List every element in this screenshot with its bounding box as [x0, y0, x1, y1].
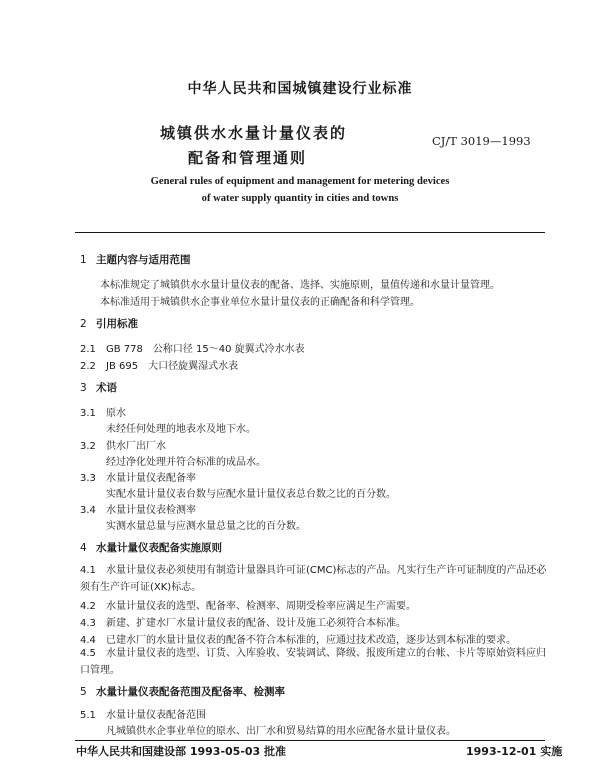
clause-text: 水量计量仪表的选型、订货、入库验收、安装调试、降级、报废所建立的台帐、卡片等原始资料应归口管理。 [80, 648, 546, 676]
top-divider [75, 232, 545, 233]
section-number: 4 [80, 542, 87, 554]
clause-4-2 [80, 597, 416, 612]
clause-4-4 [80, 631, 516, 646]
term-definition: 经过净化处理并符合标准的成品水。 [106, 457, 266, 468]
bottom-divider [75, 740, 545, 741]
term-definition: 未经任何处理的地表水及地下水。 [106, 424, 256, 435]
clause-text: GB 778 公称口径 15～40 旋翼式冷水水表 [106, 344, 305, 355]
clause-text: 水量计量仪表必须使用有制造计量器具许可证(CMC)标志的产品。凡实行生产许可证制度的产品还必须有生产许可证(XK)标志。 [80, 565, 547, 593]
term-title: 供水厂出厂水 [106, 441, 166, 452]
section-title: 水量计量仪表配备范围及配备率、检测率 [96, 686, 285, 698]
section-number: 1 [80, 254, 87, 266]
term-definition: 实测水量总量与应测水量总量之比的百分数。 [106, 521, 306, 532]
section-title: 引用标准 [96, 318, 138, 330]
clause-number: 3.1 [80, 408, 96, 419]
term-title: 水量计量仪表配备率 [106, 473, 196, 484]
clause-text: 新建、扩建水厂水量计量仪表的配备、设计及施工必须符合本标准。 [106, 618, 406, 629]
section-3-heading [80, 380, 117, 395]
clause-text: 已建水厂的水量计量仪表的配备不符合本标准的，应通过技术改造，逐步达到本标准的要求。 [106, 635, 516, 646]
approval-line: 中华人民共和国建设部 1993-05-03 批准 [76, 745, 287, 758]
title-line-2: 配备和管理通则 [188, 149, 308, 167]
paragraph: 本标准适用于城镇供水企事业单位水量计量仪表的正确配备和科学管理。 [100, 297, 420, 308]
clause-number: 3.3 [80, 473, 96, 484]
paragraph: 本标准规定了城镇供水水量计量仪表的配备、选择、实施原则，量值传递和水量计量管理。 [100, 280, 500, 291]
implementation-date: 1993-12-01 实施 [466, 745, 563, 758]
clause-number: 2.1 [80, 344, 96, 355]
term-title: 原水 [106, 408, 126, 419]
section-4-heading [80, 540, 222, 555]
clause-4-3 [80, 614, 406, 629]
section-title: 水量计量仪表配备实施原则 [96, 542, 222, 554]
standard-category-header: 中华人民共和国城镇建设行业标准 [187, 81, 413, 97]
section-title: 主题内容与适用范围 [96, 254, 191, 266]
term-definition: 实配水量计量仪表台数与应配水量计量仪表总台数之比的百分数。 [106, 489, 396, 500]
clause-5-1 [80, 706, 206, 721]
section-number: 2 [80, 318, 87, 330]
section-2-heading [80, 316, 138, 331]
clause-number: 3.2 [80, 441, 96, 452]
clause-number: 2.2 [80, 361, 96, 372]
clause-number: 5.1 [80, 710, 96, 721]
clause-title: 水量计量仪表配备范围 [106, 710, 206, 721]
clause-number: 4.5 [80, 648, 96, 659]
term-3-1 [80, 404, 126, 419]
section-number: 3 [80, 382, 87, 394]
section-1-heading [80, 252, 191, 267]
clause-text: JB 695 大口径旋翼湿式水表 [106, 361, 239, 372]
term-3-4 [80, 501, 196, 516]
clause-number: 4.2 [80, 601, 96, 612]
title-line-1: 城镇供水水量计量仪表的 [160, 124, 348, 142]
term-3-3 [80, 469, 196, 484]
clause-number: 3.4 [80, 505, 96, 516]
clause-number: 4.4 [80, 635, 96, 646]
clause-number: 4.1 [80, 565, 96, 576]
standard-code: CJ/T 3019—1993 [432, 134, 531, 148]
term-3-2 [80, 437, 166, 452]
clause-text: 水量计量仪表的选型、配备率、检测率、周期受检率应满足生产需要。 [106, 601, 416, 612]
term-title: 水量计量仪表检测率 [106, 505, 196, 516]
clause-2-2 [80, 357, 238, 372]
section-title: 术语 [96, 382, 117, 394]
clause-text: 凡城镇供水企事业单位的原水、出厂水和贸易结算的用水应配备水量计量仪表。 [106, 726, 456, 737]
section-5-heading [80, 684, 285, 699]
clause-2-1 [80, 340, 305, 355]
clause-4-1 [80, 562, 550, 596]
clause-4-5 [80, 645, 550, 679]
english-title-line-1: General rules of equipment and management for metering devices [150, 176, 450, 187]
clause-number: 4.3 [80, 618, 96, 629]
english-title-line-2: of water supply quantity in cities and towns [201, 193, 399, 204]
section-number: 5 [80, 686, 87, 698]
